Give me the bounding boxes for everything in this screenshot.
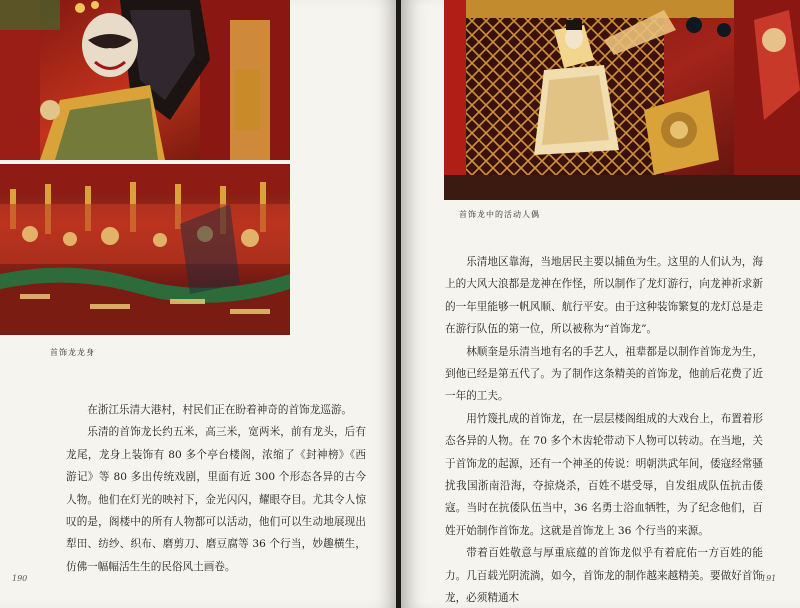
right-paragraph-3: 用竹篾扎成的首饰龙，在一层层楼阁组成的大戏台上，布置着形态各异的人物。在 70 多个木齿轮带动下人物可以转动。在当地，关于首饰龙的起源，还有一个神圣的传说：明朝洪武年间，倭寇经常骚扰我国浙南沿海，夺掠烧杀，百姓不堪受辱，自发组成队伍抗击倭寇。当时在抗倭队伍当中，36 名勇士浴血牺牲，为了纪念他们，百姓开始制作首饰龙。这就是首饰龙上 36 个行当的来源。 xyxy=(445,412,763,537)
left-paragraph-1: 在浙江乐清大港村，村民们正在盼着神奇的首饰龙巡游。 xyxy=(87,404,353,416)
left-page xyxy=(0,0,398,608)
right-paragraph-4: 带着百姓敬意与厚重底蕴的首饰龙似乎有着庇佑一方百姓的能力。几百载光阴流淌，如今，首饰龙的制作越来越精美。要做好首饰龙，必须精通木 xyxy=(445,547,763,605)
page-number-left: 190 xyxy=(12,574,28,583)
left-body-text xyxy=(66,399,366,578)
right-body-text xyxy=(445,251,763,608)
right-photo-caption: 首饰龙中的活动人偶 xyxy=(459,210,540,219)
right-paragraph-2: 林顺奎是乐清当地有名的手艺人，祖辈都是以制作首饰龙为生，到他已经是第五代了。为了制作这条精美的首饰龙，他前后花费了近一年的工夫。 xyxy=(445,345,763,403)
page-number-right: 191 xyxy=(761,574,777,583)
left-paragraph-2: 乐清的首饰龙长约五米，高三米，宽两米，前有龙头，后有龙尾，龙身上装饰有 80 多个亭台楼阁，浓缩了《封神榜》《西游记》等 80 多出传统戏剧，里面有近 300 个形态各异的古今人物。他们在灯光的映衬下，金光闪闪，耀眼夺目。尤其令人惊叹的是，阁楼中的所有人物都可以活动，他们可以生动地展现出犁田、纺纱、织布、磨剪刀、磨豆腐等 36 个行当，妙趣横生，仿佛一幅幅活生生的民俗风土画卷。 xyxy=(66,426,366,573)
photo-moving-puppets xyxy=(444,0,800,200)
right-paragraph-1: 乐清地区靠海，当地居民主要以捕鱼为生。这里的人们认为，海上的大风大浪都是龙神在作怪，所以制作了龙灯游行，向龙神祈求新的一年里能够一帆风顺、航行平安。由于这种装饰繁复的龙灯总是走在游行队伍的第一位，所以被称为“首饰龙”。 xyxy=(445,256,763,336)
photo-opera-puppet xyxy=(0,0,290,160)
left-photo-caption: 首饰龙龙身 xyxy=(50,348,95,357)
photo-dragon-body xyxy=(0,164,290,335)
right-page xyxy=(401,0,800,608)
